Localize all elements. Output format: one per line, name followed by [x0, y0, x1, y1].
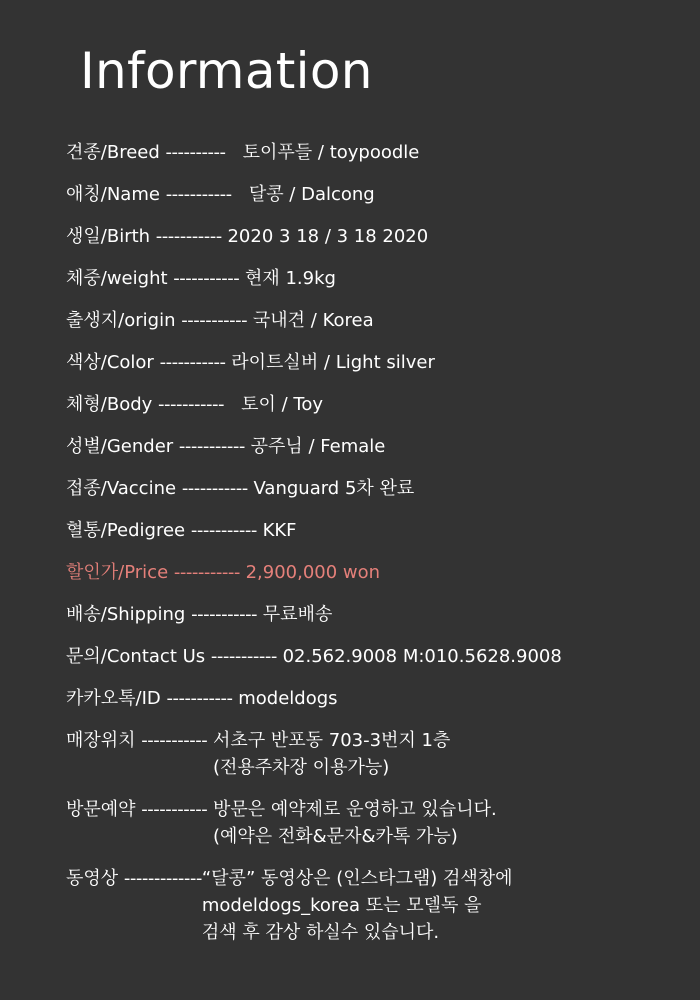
row-dashes: -----------: [158, 394, 224, 415]
page-title: Information: [80, 42, 373, 100]
row-dashes: -----------: [178, 436, 245, 457]
row-label: 매장위치: [66, 730, 136, 751]
row-value: 달콩 / Dalcong: [248, 184, 375, 205]
info-row-origin: [66, 307, 696, 349]
row-dashes: -----------: [210, 646, 277, 667]
row-dashes: -----------: [165, 184, 232, 205]
row-label: 체형/Body: [66, 394, 153, 415]
row-label: 체중/weight: [66, 268, 168, 289]
video-line: modeldogs_korea 또는 모델독 을: [201, 895, 482, 916]
row-dashes: -----------: [155, 226, 222, 247]
info-row-shipping: [66, 601, 696, 643]
row-dashes: ----------: [165, 142, 226, 163]
row-dashes: -----------: [166, 688, 233, 709]
row-value: 02.562.9008 M:010.5628.9008: [282, 646, 562, 667]
info-row-price: [66, 559, 696, 601]
row-dashes: -----------: [190, 520, 257, 541]
row-label: 출생지/origin: [66, 310, 176, 331]
row-label: 견종/Breed: [66, 142, 160, 163]
row-label: 애칭/Name: [66, 184, 160, 205]
row-label: 성별/Gender: [66, 436, 174, 457]
video-info: [202, 865, 513, 946]
info-row-vaccine: [66, 475, 696, 517]
row-value: 2,900,000 won: [245, 562, 381, 583]
info-row-color: [66, 349, 696, 391]
info-row-store-location: [66, 727, 696, 781]
address-line: 서초구 반포동 703-3번지 1층: [212, 730, 451, 751]
row-label: 문의/Contact Us: [66, 646, 206, 667]
row-label: 동영상: [66, 868, 119, 889]
info-list: [66, 139, 696, 946]
row-label: 생일/Birth: [66, 226, 151, 247]
row-dashes: -----------: [191, 604, 258, 625]
row-value: 토이푸들 / toypoodle: [242, 142, 420, 163]
info-row-breed: [66, 139, 696, 181]
row-label: 배송/Shipping: [66, 604, 186, 625]
info-row-pedigree: [66, 517, 696, 559]
row-label: 색상/Color: [66, 352, 154, 373]
row-label: 접종/Vaccine: [66, 478, 177, 499]
info-row-kakao-id: [66, 685, 696, 727]
info-row-birth: [66, 223, 696, 265]
info-row-name: [66, 181, 696, 223]
row-value: 라이트실버 / Light silver: [231, 352, 435, 373]
info-row-body: [66, 391, 696, 433]
row-dashes: -----------: [173, 562, 240, 583]
visit-note: (예약은 전화&문자&카톡 가능): [212, 826, 458, 847]
row-dashes: -----------: [181, 478, 248, 499]
row-label: 할인가/Price: [66, 562, 169, 583]
row-value: modeldogs: [238, 688, 338, 709]
row-dashes: -----------: [159, 352, 226, 373]
row-label: 방문예약: [66, 799, 136, 820]
row-value: 공주님 / Female: [250, 436, 386, 457]
row-dashes: -------------: [123, 868, 202, 889]
row-label: 카카오톡/ID: [66, 688, 161, 709]
row-value: KKF: [262, 520, 297, 541]
parking-note: (전용주차장 이용가능): [212, 757, 390, 778]
info-row-contact: [66, 643, 696, 685]
row-dashes: -----------: [141, 730, 208, 751]
row-value: 2020 3 18 / 3 18 2020: [227, 226, 429, 247]
info-row-weight: [66, 265, 696, 307]
row-dashes: -----------: [181, 310, 248, 331]
video-line: “달콩” 동영상은 (인스타그램) 검색창에: [201, 868, 513, 889]
row-value: Vanguard 5차 완료: [253, 478, 415, 499]
info-row-video: [66, 865, 696, 946]
info-row-gender: [66, 433, 696, 475]
row-value: 국내견 / Korea: [252, 310, 374, 331]
row-label: 혈통/Pedigree: [66, 520, 186, 541]
row-value: 무료배송: [262, 604, 333, 625]
visit-info: [213, 796, 497, 850]
video-line: 검색 후 감상 하실수 있습니다.: [201, 922, 440, 943]
row-dashes: -----------: [173, 268, 240, 289]
visit-line: 방문은 예약제로 운영하고 있습니다.: [212, 799, 497, 820]
store-address: [213, 727, 450, 781]
row-value: 현재 1.9kg: [244, 268, 336, 289]
info-row-visit-reservation: [66, 796, 696, 850]
row-dashes: -----------: [141, 799, 208, 820]
row-value: 토이 / Toy: [241, 394, 324, 415]
